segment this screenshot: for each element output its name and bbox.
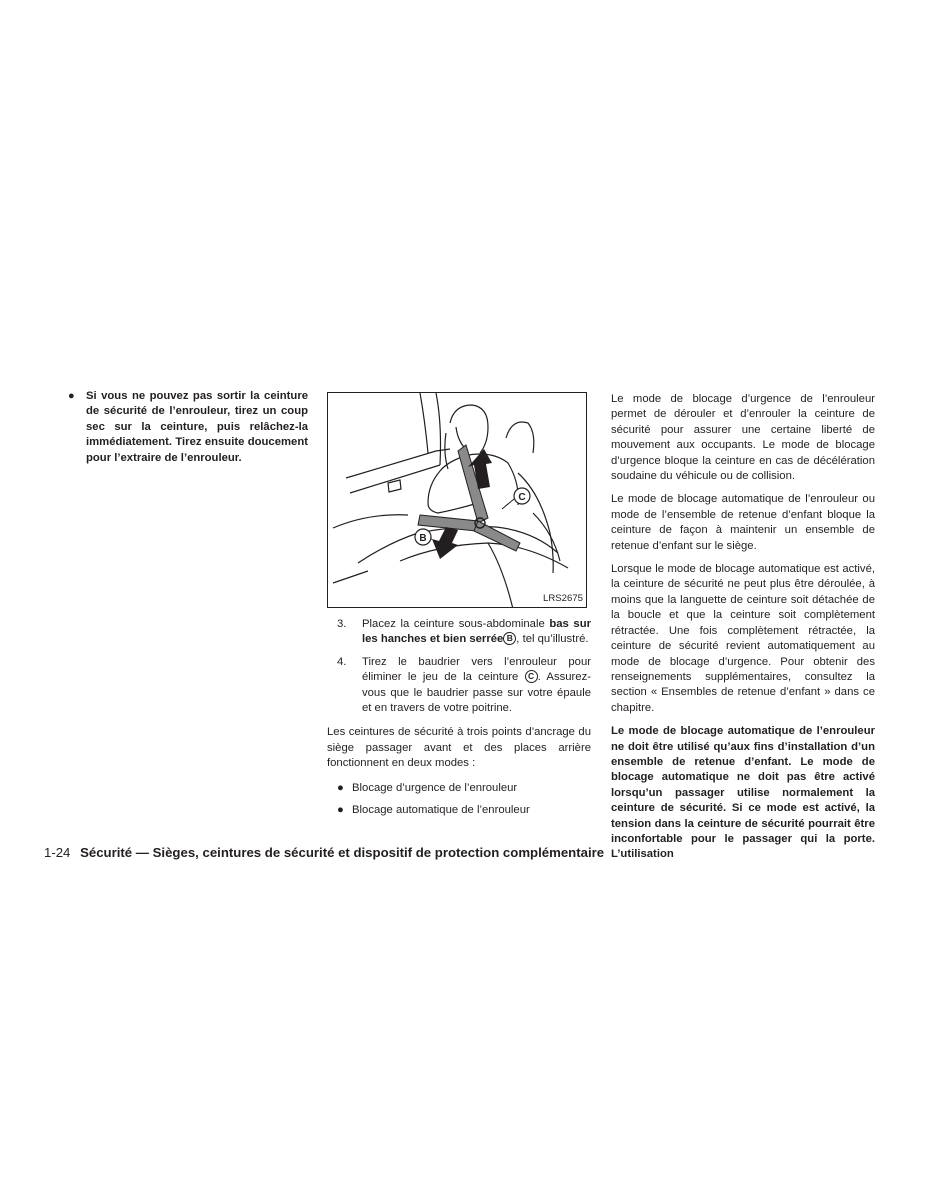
- left-column: [68, 389, 308, 466]
- callout-c-ref: C: [525, 670, 538, 683]
- mode-label: Blocage d’urgence de l’enrouleur: [352, 781, 518, 794]
- callout-c-label: C: [518, 492, 526, 503]
- bullet-dot: ●: [337, 781, 344, 794]
- bullet-dot: ●: [337, 804, 344, 817]
- list-item: [337, 803, 591, 818]
- seatbelt-illustration: [327, 392, 587, 608]
- callout-b-ref: B: [503, 632, 516, 645]
- page-number: 1-24: [44, 845, 71, 860]
- step-number: 4.: [337, 655, 347, 668]
- step-3: [337, 617, 591, 648]
- activation-paragraph: Lorsque le mode de blocage automatique est activé, la ceinture de sécurité ne peut plus être déroulée, à moins que la languette de ceinture soit détachée de la boucle et que la ceinture soit complètement rétractée. Une fois complètement rétractée, la ceinture de sécurité revient automatiquement au mode de blocage d’urgence. Pour obtenir des renseignements supplémentaires, consultez la section « Ensembles de retenue d’enfant » dans ce chapitre.: [611, 563, 875, 714]
- step-number: 3.: [337, 618, 347, 630]
- step-text-end: . Assurez-vous que le baudrier passe sur votre épaule et en travers de votre poitrine.: [362, 671, 591, 715]
- seatbelt-drawing: [328, 393, 587, 608]
- modes-intro: Les ceintures de sécurité à trois points d’ancrage du siège passager avant et des places arrière fonctionnent en deux modes :: [327, 726, 591, 770]
- middle-column: [327, 392, 591, 825]
- automatic-locking-warning: Le mode de blocage automatique de l’enrouleur ne doit être utilisé qu’aux fins d’installation d’un ensemble de retenue d’enfant. Le mode de blocage automatique ne doit pas être activé lorsqu’un passager utilise normalement la ceinture de sécurité. Si ce mode est activé, la tension dans la ceinture de sécurité pourrait être inconfortable pour le passager qui la porte. L’utilisation: [611, 725, 875, 861]
- step-text-end: , tel qu’illustré.: [516, 633, 589, 646]
- section-title: Sécurité — Sièges, ceintures de sécurité et dispositif de protection complémentaire: [80, 845, 605, 860]
- bullet-dot: ●: [68, 390, 75, 402]
- figure-code: LRS2675: [542, 592, 583, 604]
- emergency-locking-paragraph: Le mode de blocage d’urgence de l’enrouleur permet de dérouler et d’enrouler la ceinture de sécurité pour assurer une certaine liberté de mouvement aux occupants. Le mode de blocage d’urgence bloque la ceinture en cas de décélération soudaine du véhicule ou de collision.: [611, 393, 875, 483]
- modes-list: [337, 781, 591, 819]
- step-text: Placez la ceinture sous-abdominale: [362, 618, 550, 630]
- warning-text: Si vous ne pouvez pas sortir la ceinture de sécurité de l’enrouleur, tirez un coup sec sur la ceinture, puis relâchez-la immédiatement. Tirez ensuite doucement pour l’extraire de l’enrouleur.: [86, 390, 308, 464]
- step-emphasis: bas sur les hanches et bien serrée: [362, 618, 591, 646]
- warning-bullet: [68, 389, 308, 466]
- list-item: [337, 781, 591, 796]
- arrow-down-icon: [432, 527, 458, 559]
- right-column: [611, 392, 875, 871]
- callout-b-label: B: [419, 533, 427, 544]
- instruction-steps: [327, 617, 591, 716]
- step-4: [337, 655, 591, 717]
- page-footer: [44, 845, 604, 860]
- mode-label: Blocage automatique de l’enrouleur: [352, 804, 530, 817]
- automatic-locking-paragraph: Le mode de blocage automatique de l’enrouleur ou mode de l’ensemble de retenue d’enfant bloque la ceinture de façon à maintenir un ensemble de retenue d’enfant sur le siège.: [611, 493, 875, 552]
- step-text: Tirez le baudrier vers l’enrouleur pour éliminer le jeu de la ceinture: [362, 655, 591, 684]
